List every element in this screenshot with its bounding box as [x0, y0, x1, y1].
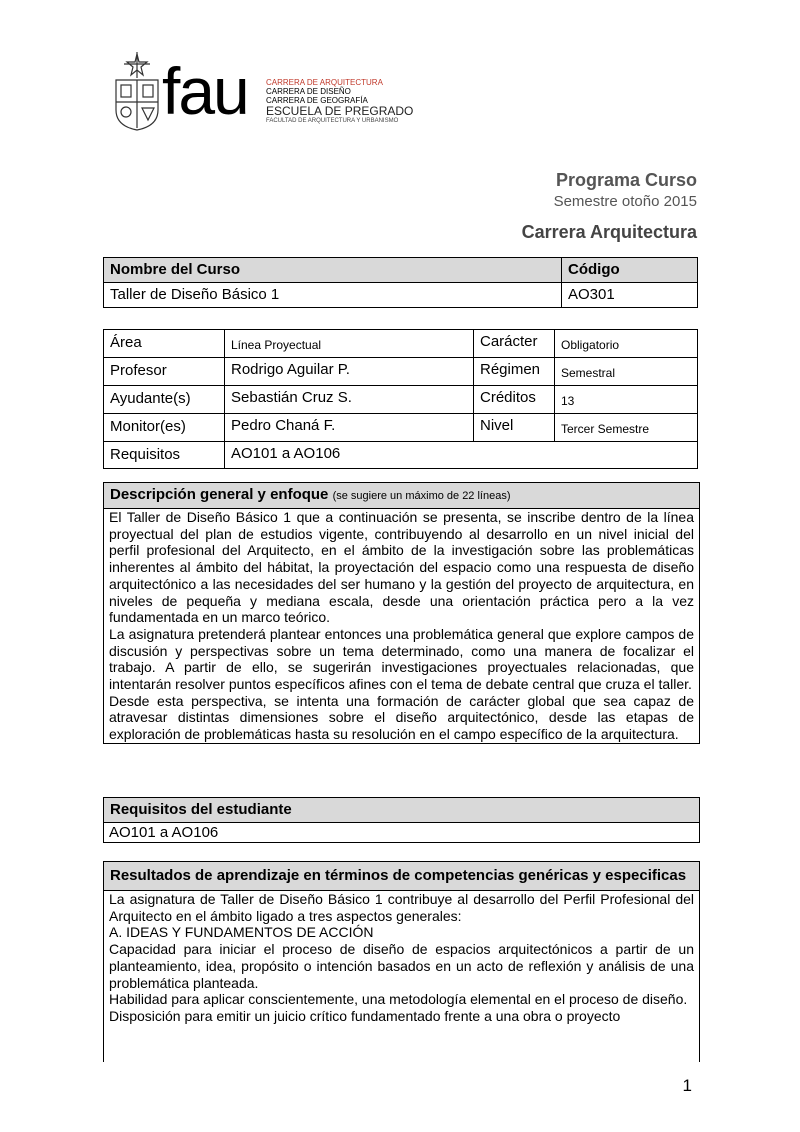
requisitos-label: Requisitos [104, 442, 225, 469]
nivel-value: Tercer Semestre [555, 414, 698, 442]
creditos-value: 13 [555, 386, 698, 414]
student-requirements-heading: Requisitos del estudiante [104, 798, 699, 823]
page-number: 1 [682, 1076, 692, 1095]
description-heading-text: Descripción general y enfoque [110, 486, 329, 503]
course-name: Taller de Diseño Básico 1 [104, 283, 562, 308]
logo-line-3: CARRERA DE GEOGRAFÍA [266, 96, 368, 105]
course-name-header: Nombre del Curso [104, 258, 562, 283]
regimen-label: Régimen [474, 358, 555, 386]
outcomes-paragraph: La asignatura de Taller de Diseño Básico 1 contribuye al desarrollo del Perfil Profesional del Arquitecto en el ámbito ligado a tres aspectos generales: [109, 891, 694, 924]
student-requirements-value: AO101 a AO106 [109, 824, 219, 841]
outcomes-heading: Resultados de aprendizaje en términos de competencias genéricas y especificas [104, 862, 699, 891]
info-table [103, 329, 698, 469]
fau-logo-word: fau [162, 54, 248, 128]
description-paragraph: Desde esta perspectiva, se intenta una formación de carácter global que sea capaz de atravesar distintas dimensiones sobre el diseño arquitectónico, desde las etapas de exploración de problemáticas hasta su resolución en el campo específico de la arquitectura. [109, 692, 694, 743]
creditos-label: Créditos [474, 386, 555, 414]
student-requirements-section [103, 797, 700, 843]
logo-faculty: FACULTAD DE ARQUITECTURA Y URBANISMO [266, 118, 399, 124]
outcomes-section [103, 861, 700, 1062]
career-title: Carrera Arquitectura [521, 222, 697, 242]
area-value: Línea Proyectual [225, 330, 474, 358]
description-heading [104, 483, 699, 509]
ayudante-value: Sebastián Cruz S. [225, 386, 474, 414]
logo-line-1: CARRERA DE ARQUITECTURA [266, 78, 383, 87]
outcomes-paragraph: Habilidad para aplicar conscientemente, una metodología elemental en el proceso de diseño. [109, 991, 688, 1008]
profesor-label: Profesor [104, 358, 225, 386]
course-code-header: Código [562, 258, 698, 283]
course-code: AO301 [562, 283, 698, 308]
monitor-value: Pedro Chaná F. [225, 414, 474, 442]
description-section [103, 482, 700, 744]
outcomes-paragraph: A. IDEAS Y FUNDAMENTOS DE ACCIÓN [109, 924, 374, 941]
caracter-value: Obligatorio [555, 330, 698, 358]
university-crest-icon [112, 52, 162, 132]
monitor-label: Monitor(es) [104, 414, 225, 442]
outcomes-paragraph: Disposición para emitir un juicio crítico fundamentado frente a una obra o proyecto [109, 1007, 621, 1024]
area-label: Área [104, 330, 225, 358]
description-paragraph: El Taller de Diseño Básico 1 que a continuación se presenta, se inscribe dentro de la línea proyectual del plan de estudios vigente, contribuyendo al desarrollo en un nivel inicial del perfil profesional del Arquitecto, en el ámbito de la investigación sobre las problemáticas inherentes al ámbito del hábitat, la proyectación del espacio como una respuesta de diseño arquitectónico a las necesidades del ser humano y la gestión del proyecto de arquitectura, en niveles de pequeña y mediana escala, desde una orientación práctica pero a la vez fundamentada en un marco teórico. [109, 509, 694, 626]
outcomes-body [104, 891, 699, 1025]
logo-school: ESCUELA DE PREGRADO [266, 104, 414, 118]
title-block [522, 168, 697, 244]
logo-line-2: CARRERA DE DISEÑO [266, 87, 351, 96]
course-table [103, 257, 698, 308]
requisitos-value: AO101 a AO106 [225, 442, 698, 469]
semester-label: Semestre otoño 2015 [553, 193, 697, 210]
description-body [104, 509, 699, 743]
outcomes-paragraph: Capacidad para iniciar el proceso de diseño de espacios arquitectónicos a partir de un planteamiento, idea, propósito o intención basados en un acto de reflexión y análisis de una problemática planteada. [109, 941, 694, 991]
caracter-label: Carácter [474, 330, 555, 358]
regimen-value: Semestral [555, 358, 698, 386]
logo-text [266, 78, 413, 125]
description-paragraph: La asignatura pretenderá plantear entonces una problemática general que explore campos de discusión y perspectivas sobre un tema determinado, como una manera de focalizar el trabajo. A partir de ello, se sugerirán investigaciones proyectuales relacionadas, que intentarán resolver puntos específicos afines con el tema de debate central que cruza el taller. [109, 625, 694, 693]
description-note: (se sugiere un máximo de 22 líneas) [332, 490, 511, 502]
nivel-label: Nivel [474, 414, 555, 442]
program-title: Programa Curso [555, 170, 697, 190]
ayudante-label: Ayudante(s) [104, 386, 225, 414]
profesor-value: Rodrigo Aguilar P. [225, 358, 474, 386]
